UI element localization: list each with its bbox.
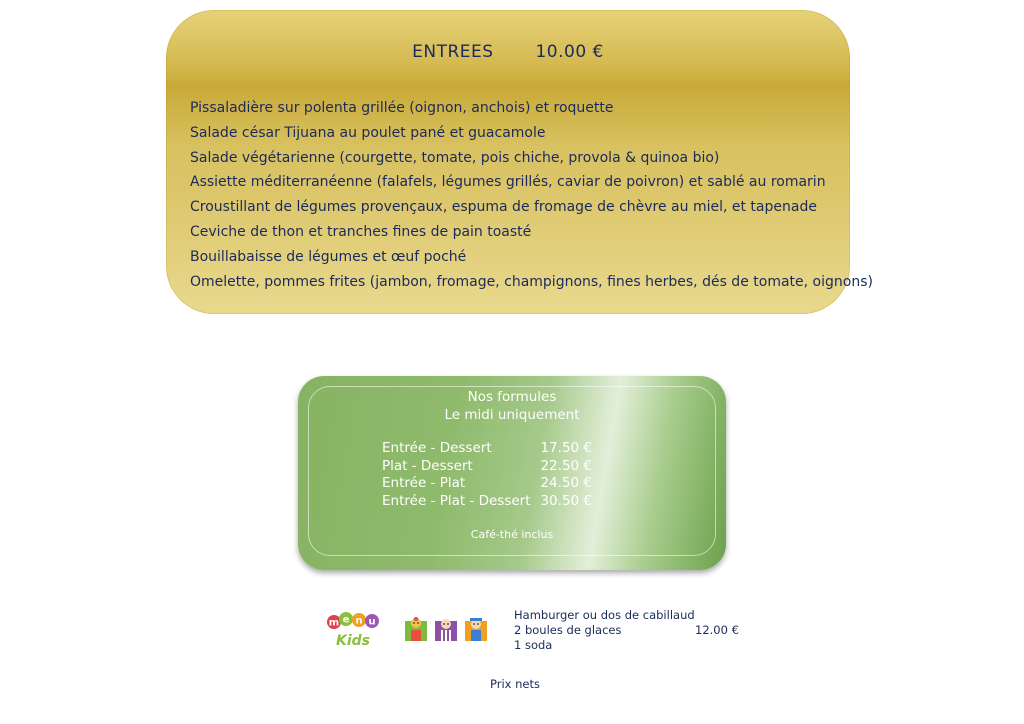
- menu-kids-logo: [326, 612, 384, 648]
- kids-menu-list: [514, 608, 695, 653]
- list-item: Bouillabaisse de légumes et œuf poché: [190, 248, 467, 265]
- formules-panel: [298, 376, 726, 570]
- list-item: Croustillant de légumes provençaux, espuma de fromage de chèvre au miel, et tapenade: [190, 199, 817, 216]
- formule-row: [382, 475, 592, 493]
- list-item: 2 boules de glaces: [514, 623, 622, 637]
- list-item: Salade césar Tijuana au poulet pané et guacamole: [190, 124, 546, 141]
- kids-figures: [404, 617, 490, 643]
- entrees-title: ENTREES: [412, 42, 494, 62]
- formule-label: Entrée - Plat - Dessert: [382, 492, 531, 509]
- list-item: Ceviche de thon et tranches fines de pain toasté: [190, 223, 532, 240]
- entrees-heading: [166, 42, 850, 62]
- formules-heading: [298, 388, 726, 424]
- formules-list: [382, 440, 592, 510]
- formules-subtitle: Le midi uniquement: [444, 407, 580, 423]
- list-item: Salade végétarienne (courgette, tomate, pois chiche, provola & quinoa bio): [190, 149, 720, 166]
- svg-text:m: m: [328, 617, 340, 629]
- list-item: Assiette méditerranéenne (falafels, légumes grillés, caviar de poivron) et sablé au romarin: [190, 174, 826, 191]
- entrees-list: [190, 96, 873, 294]
- formule-row: [382, 458, 592, 476]
- list-item: Hamburger ou dos de cabillaud: [514, 608, 695, 622]
- kids-menu-price: 12.00 €: [695, 623, 739, 637]
- svg-text:e: e: [342, 614, 350, 626]
- formule-price: 30.50 €: [540, 492, 592, 509]
- entrees-price: 10.00 €: [535, 42, 604, 62]
- list-item: 1 soda: [514, 638, 553, 652]
- formule-label: Plat - Dessert: [382, 457, 473, 474]
- prix-nets-note: Prix nets: [490, 677, 540, 691]
- formule-label: Entrée - Plat: [382, 475, 466, 492]
- formules-title: Nos formules: [467, 389, 557, 405]
- formule-label: Entrée - Dessert: [382, 440, 492, 456]
- list-item: Pissaladière sur polenta grillée (oignon, anchois) et roquette: [190, 100, 614, 116]
- formule-price: 17.50 €: [540, 440, 592, 456]
- svg-text:Kids: Kids: [336, 633, 371, 648]
- list-item: Omelette, pommes frites (jambon, fromage, champignons, fines herbes, dés de tomate, oignons): [190, 273, 873, 290]
- svg-text:n: n: [355, 615, 363, 627]
- formules-note: Café-thé inclus: [470, 528, 554, 541]
- entrees-panel: [166, 10, 873, 314]
- kid-purple-icon: [435, 619, 457, 641]
- formule-price: 22.50 €: [540, 457, 592, 474]
- formule-price: 24.50 €: [540, 475, 592, 492]
- svg-text:u: u: [368, 616, 376, 628]
- kid-green-icon: [405, 617, 427, 641]
- kid-orange-icon: [465, 618, 487, 641]
- formule-row: [382, 440, 592, 458]
- formule-row: [382, 493, 592, 511]
